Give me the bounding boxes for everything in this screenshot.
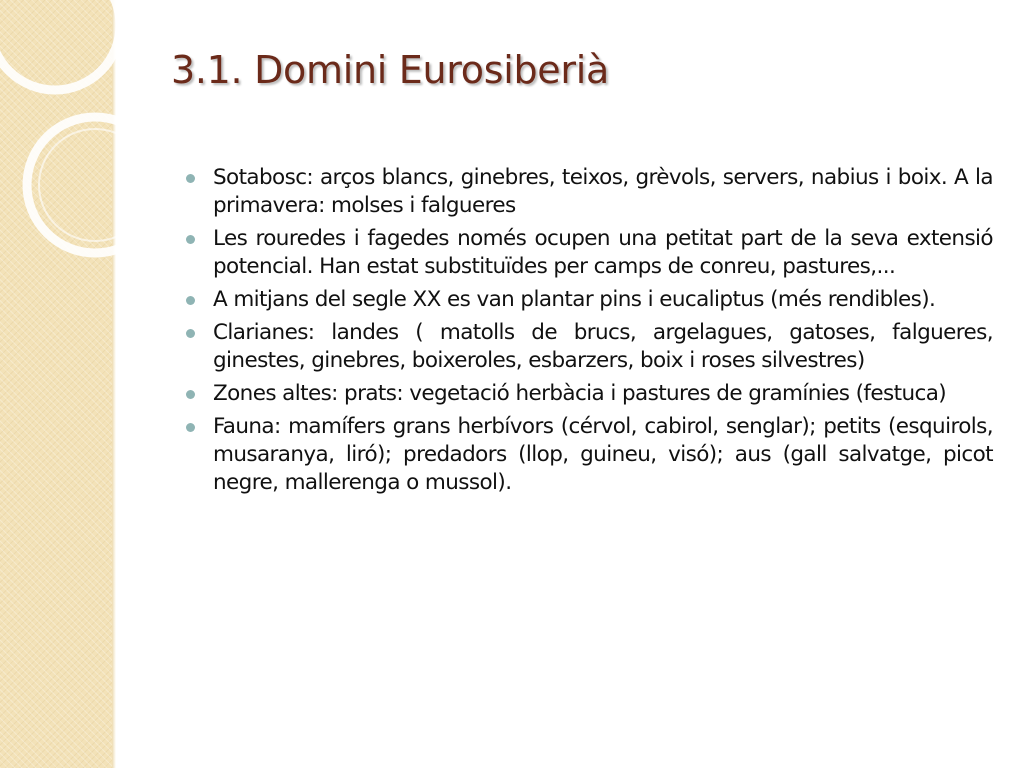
bullet-item	[183, 413, 993, 497]
bullet-text: Les rouredes i fagedes només ocupen una petitat part de la seva extensió potencial. Han estat substituïdes per camps de conreu, pastures,...	[213, 226, 993, 279]
decorative-ring-top	[0, 0, 120, 90]
bullet-text: Zones altes: prats: vegetació herbàcia i pastures de gramínies (festuca)	[213, 381, 947, 406]
bullet-text: Sotabosc: arços blancs, ginebres, teixos, grèvols, servers, nabius i boix. A la primavera: molses i falgueres	[213, 165, 993, 218]
bullet-text: A mitjans del segle XX es van plantar pins i eucaliptus (més rendibles).	[213, 287, 936, 312]
bullet-item	[183, 225, 993, 281]
bullet-text: Clarianes: landes ( matolls de brucs, argelagues, gatoses, falgueres, ginestes, ginebres, boixeroles, esbarzers, boix i roses silvestres)	[213, 320, 993, 373]
bullet-dot-icon	[186, 329, 195, 338]
bullet-text: Fauna: mamífers grans herbívors (cérvol, cabirol, senglar); petits (esquirols, musaranya, liró); predadors (llop, guineu, visó); aus (gall salvatge, picot negre, mallerenga o mussol).	[213, 414, 993, 495]
bullet-dot-icon	[186, 390, 195, 399]
bullet-list	[183, 164, 993, 502]
bullet-item	[183, 286, 993, 314]
bullet-item	[183, 380, 993, 408]
bullet-dot-icon	[186, 423, 195, 432]
decorative-rings	[0, 0, 160, 320]
bullet-dot-icon	[186, 174, 195, 183]
decorative-ring-inner	[39, 129, 151, 241]
bullet-item	[183, 319, 993, 375]
bullet-dot-icon	[186, 235, 195, 244]
bullet-dot-icon	[186, 296, 195, 305]
slide-title: 3.1. Domini Eurosiberià	[171, 48, 609, 92]
decorative-ring-bottom	[27, 117, 163, 253]
bullet-item	[183, 164, 993, 220]
